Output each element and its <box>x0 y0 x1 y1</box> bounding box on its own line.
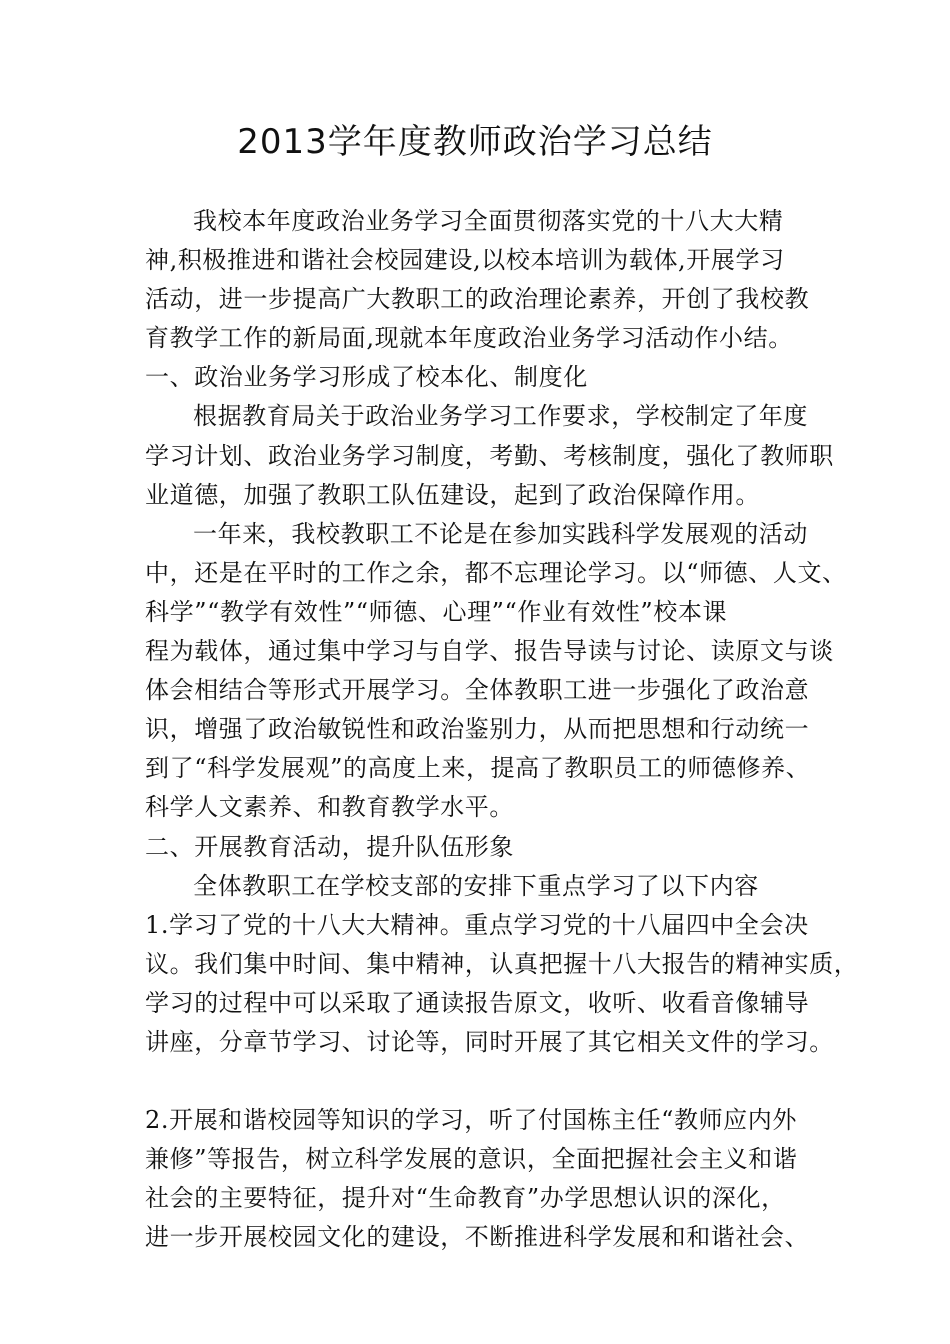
paragraph-line: 进一步开展校园文化的建设，不断推进科学发展和和谐社会、 <box>145 1223 810 1252</box>
paragraph-line: 全体教职工在学校支部的安排下重点学习了以下内容 <box>193 871 759 900</box>
paragraph-line: 兼修”等报告，树立科学发展的意识，全面把握社会主义和谐 <box>145 1145 798 1174</box>
paragraph-line: 识，增强了政治敏锐性和政治鉴别力，从而把思想和行动统一 <box>145 715 810 744</box>
paragraph-line: 讲座，分章节学习、讨论等，同时开展了其它相关文件的学习。 <box>145 1027 834 1056</box>
paragraph-line: 活动，进一步提高广大教职工的政治理论素养，开创了我校教 <box>145 285 810 314</box>
list-item-line: 1.学习了党的十八大大精神。重点学习党的十八届四中全会决 <box>145 910 809 939</box>
list-item-line: 2.开展和谐校园等知识的学习，听了付国栋主任“教师应内外 <box>145 1106 797 1135</box>
paragraph-line: 学习计划、政治业务学习制度，考勤、考核制度，强化了教师职 <box>145 441 834 470</box>
paragraph-line: 我校本年度政治业务学习全面贯彻落实党的十八大大精 <box>193 207 784 235</box>
paragraph-line: 中，还是在平时的工作之余，都不忘理论学习。以“师德、人文、 <box>145 558 847 587</box>
paragraph-line: 议。我们集中时间、集中精神，认真把握十八大报告的精神实质， <box>145 949 859 978</box>
paragraph-line: 神,积极推进和谐社会校园建设,以校本培训为载体,开展学习 <box>145 246 785 275</box>
paragraph-line: 根据教育局关于政治业务学习工作要求，学校制定了年度 <box>193 402 808 431</box>
paragraph-line: 科学人文素养、和教育教学水平。 <box>145 793 514 822</box>
paragraph-line: 社会的主要特征，提升对“生命教育”办学思想认识的深化， <box>145 1184 786 1213</box>
paragraph-line: 体会相结合等形式开展学习。全体教职工进一步强化了政治意 <box>145 676 810 705</box>
document-body <box>145 202 859 1258</box>
section-heading: 二、开展教育活动，提升队伍形象 <box>145 832 514 861</box>
section-heading: 一、政治业务学习形成了校本化、制度化 <box>145 363 588 392</box>
paragraph-line: 科学”“教学有效性”“师德、心理”“作业有效性”校本课 <box>145 597 728 626</box>
blank-line <box>145 1062 805 1101</box>
document-title: 2013学年度教师政治学习总结 <box>237 122 713 162</box>
paragraph-line: 程为载体，通过集中学习与自学、报告导读与讨论、读原文与谈 <box>145 637 834 666</box>
paragraph-line: 学习的过程中可以采取了通读报告原文，收听、收看音像辅导 <box>145 988 810 1017</box>
paragraph-line: 业道德，加强了教职工队伍建设，起到了政治保障作用。 <box>145 480 760 509</box>
paragraph-line: 一年来，我校教职工不论是在参加实践科学发展观的活动 <box>193 519 808 548</box>
paragraph-line: 到了“科学发展观”的高度上来，提高了教职员工的师德修养、 <box>145 754 811 783</box>
paragraph-line: 育教学工作的新局面,现就本年度政治业务学习活动作小结。 <box>145 324 793 353</box>
